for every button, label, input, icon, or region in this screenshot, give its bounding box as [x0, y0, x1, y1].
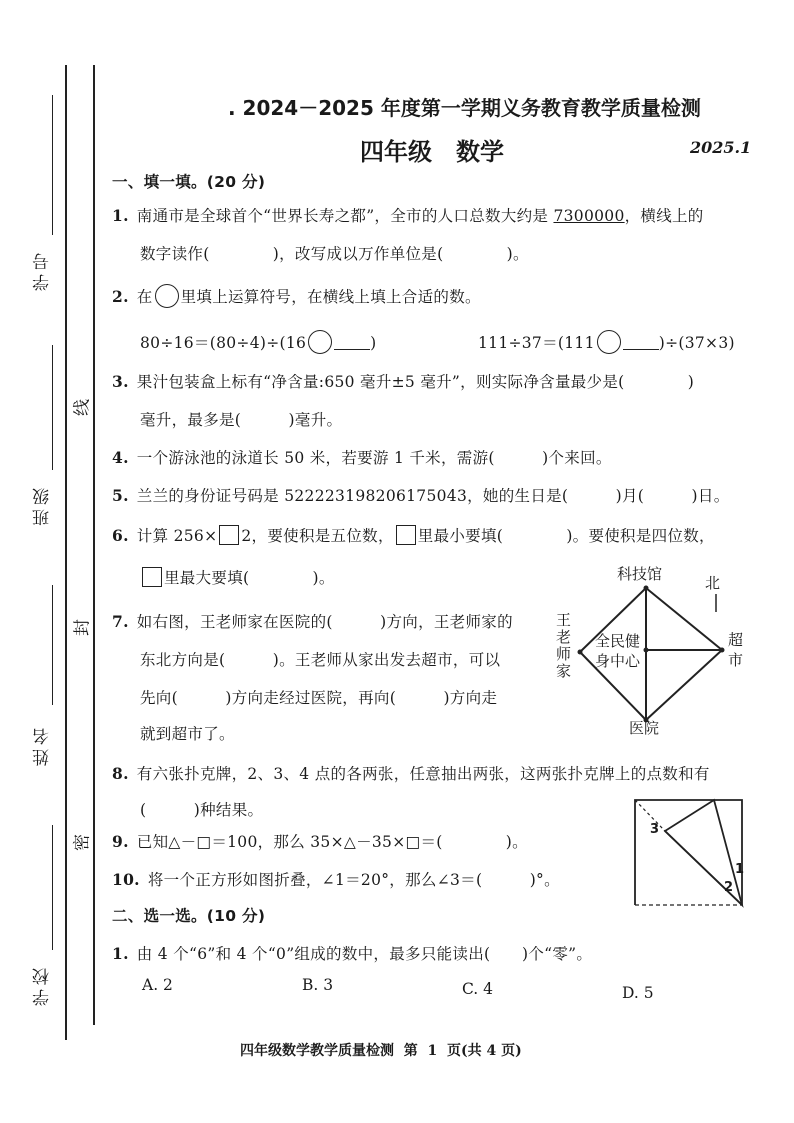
- page-footer: 四年级数学教学质量检测 第 1 页(共 4 页): [240, 1043, 522, 1059]
- margin-line-inner: [93, 65, 95, 1025]
- q8-number: 8.: [112, 764, 129, 783]
- q9-number: 9.: [112, 832, 129, 851]
- q2-text-a: 在: [136, 288, 153, 306]
- q5-number: 5.: [112, 486, 129, 505]
- s2-q1-number: 1.: [112, 944, 129, 963]
- answer-blank: [334, 335, 370, 350]
- q1-line1: [112, 204, 704, 226]
- q2-line1: [112, 284, 481, 308]
- s2-q1-text: 由 4 个“6”和 4 个“0”组成的数中，最多只能读出( )个“零”。: [136, 945, 593, 963]
- q8-text: 有六张扑克牌，2、3、4 点的各两张，任意抽出两张，这两张扑克牌上的点数和有: [136, 765, 710, 783]
- q2-text-b: 里填上运算符号，在横线上填上合适的数。: [180, 288, 481, 306]
- q10-number: 10.: [112, 870, 140, 889]
- q8-line2: ( )种结果。: [140, 801, 264, 819]
- option-a: A. 2: [142, 976, 173, 994]
- option-c: C. 4: [462, 980, 494, 998]
- map-line-hospital-market: [646, 650, 722, 720]
- q3-number: 3.: [112, 372, 129, 391]
- q6-line2: [140, 566, 335, 588]
- school-line: [52, 825, 53, 950]
- q7-line3: 先向( )方向走经过医院，再向( )方向走: [140, 689, 498, 707]
- q6-line1: [112, 524, 715, 546]
- q5-text: 兰兰的身份证号码是 522223198206175043，她的生日是( )月( )日。: [136, 487, 730, 505]
- fold-diagram: [630, 795, 750, 913]
- q6-number: 6.: [112, 526, 129, 545]
- student-id-line: [52, 95, 53, 235]
- label-tech-museum: 科技馆: [617, 565, 663, 583]
- q10-line1: [112, 868, 560, 890]
- exam-title: . 2024－2025 年度第一学期义务教育教学质量检测: [228, 96, 701, 120]
- q2-expr2-a: 111÷37＝(111: [478, 334, 595, 352]
- q7-line1: [112, 610, 513, 632]
- angle-2-label: 2: [724, 880, 734, 895]
- seal-char-xian: 线: [72, 399, 93, 416]
- label-fitness-center-2: 身中心: [595, 652, 641, 670]
- q7-line2: 东北方向是( )。王老师从家出发去超市，可以: [140, 651, 501, 669]
- label-hospital: 医院: [629, 719, 660, 737]
- school-label: 学校: [33, 964, 53, 1006]
- angle-1-label: 1: [735, 862, 745, 877]
- map-point-market: [720, 648, 725, 653]
- class-line: [52, 345, 53, 470]
- seal-char-feng: 封: [72, 619, 93, 636]
- q1-number: 1.: [112, 206, 129, 225]
- q1-line2: 数字读作( )，改写成以万作单位是( )。: [140, 245, 529, 263]
- exam-date: 2025.1: [690, 138, 752, 157]
- s2-q1-line1: [112, 942, 592, 964]
- angle-3-label: 3: [650, 822, 660, 837]
- q7-line4: 就到超市了。: [140, 725, 235, 743]
- q2-expr2: [478, 330, 735, 354]
- q2-expr1-a: 80÷16＝(80÷4)÷(16: [140, 334, 307, 352]
- q2-number: 2.: [112, 287, 129, 306]
- student-id-label: 学号: [33, 249, 53, 291]
- q10-text: 将一个正方形如图折叠，∠1＝20°，那么∠3＝( )°。: [147, 871, 560, 889]
- exam-subtitle: 四年级 数学: [360, 138, 504, 166]
- q6-text-d: 里最大要填( )。: [164, 569, 335, 587]
- q7-number: 7.: [112, 612, 129, 631]
- map-line-tech-market: [646, 588, 722, 650]
- digit-box-icon: [396, 525, 416, 545]
- q3-line1: [112, 370, 694, 392]
- q1-underlined-number: 7300000: [553, 207, 625, 225]
- q3-text: 果汁包装盒上标有“净含量:650 毫升±5 毫升”，则实际净含量最少是( ): [136, 373, 695, 391]
- q6-text-b: 2，要使积是五位数，: [241, 527, 394, 545]
- label-teacher-home: 王老师家: [556, 611, 572, 680]
- q6-text-c: 里最小要填( )。要使积是四位数，: [417, 527, 715, 545]
- operator-circle-icon: [308, 330, 332, 354]
- q4-text: 一个游泳池的泳道长 50 米，若要游 1 千米，需游( )个来回。: [136, 449, 612, 467]
- option-b: B. 3: [302, 976, 334, 994]
- q9-text: 已知△－□＝100，那么 35×△－35×□＝( )。: [136, 833, 528, 851]
- label-fitness-center-1: 全民健: [595, 632, 641, 650]
- label-north: 北: [705, 574, 721, 592]
- digit-box-icon: [219, 525, 239, 545]
- q2-expr2-b: )÷(37×3): [658, 334, 735, 352]
- q7-text-1: 如右图，王老师家在医院的( )方向，王老师家的: [136, 613, 513, 631]
- q1-text-b: ，横线上的: [624, 207, 704, 225]
- map-point-tech: [644, 586, 649, 591]
- map-point-home: [578, 650, 583, 655]
- q9-line1: [112, 830, 528, 852]
- option-d: D. 5: [622, 984, 654, 1002]
- margin-line-outer: [65, 65, 67, 1040]
- class-label: 班级: [33, 484, 53, 526]
- seal-char-mi: 密: [72, 834, 93, 851]
- q4-number: 4.: [112, 448, 129, 467]
- map-point-center: [644, 648, 649, 653]
- q1-text-a: 南通市是全球首个“世界长寿之都”，全市的人口总数大约是: [136, 207, 554, 225]
- label-supermarket: 超市: [728, 631, 744, 669]
- name-label: 姓名: [33, 724, 53, 766]
- operator-circle-icon: [597, 330, 621, 354]
- q6-text-a: 计算 256×: [136, 527, 218, 545]
- q3-line2: 毫升，最多是( )毫升。: [140, 411, 343, 429]
- q8-line1: [112, 762, 710, 784]
- q2-expr1: [140, 330, 377, 354]
- q4-line1: [112, 446, 612, 468]
- operator-circle-icon: [155, 284, 179, 308]
- answer-blank: [623, 335, 659, 350]
- section1-heading: 一、填一填。(20 分): [112, 173, 266, 191]
- name-line: [52, 585, 53, 705]
- section2-heading: 二、选一选。(10 分): [112, 907, 266, 925]
- q2-expr1-b: ): [370, 334, 377, 352]
- q5-line1: [112, 484, 730, 506]
- digit-box-icon: [142, 567, 162, 587]
